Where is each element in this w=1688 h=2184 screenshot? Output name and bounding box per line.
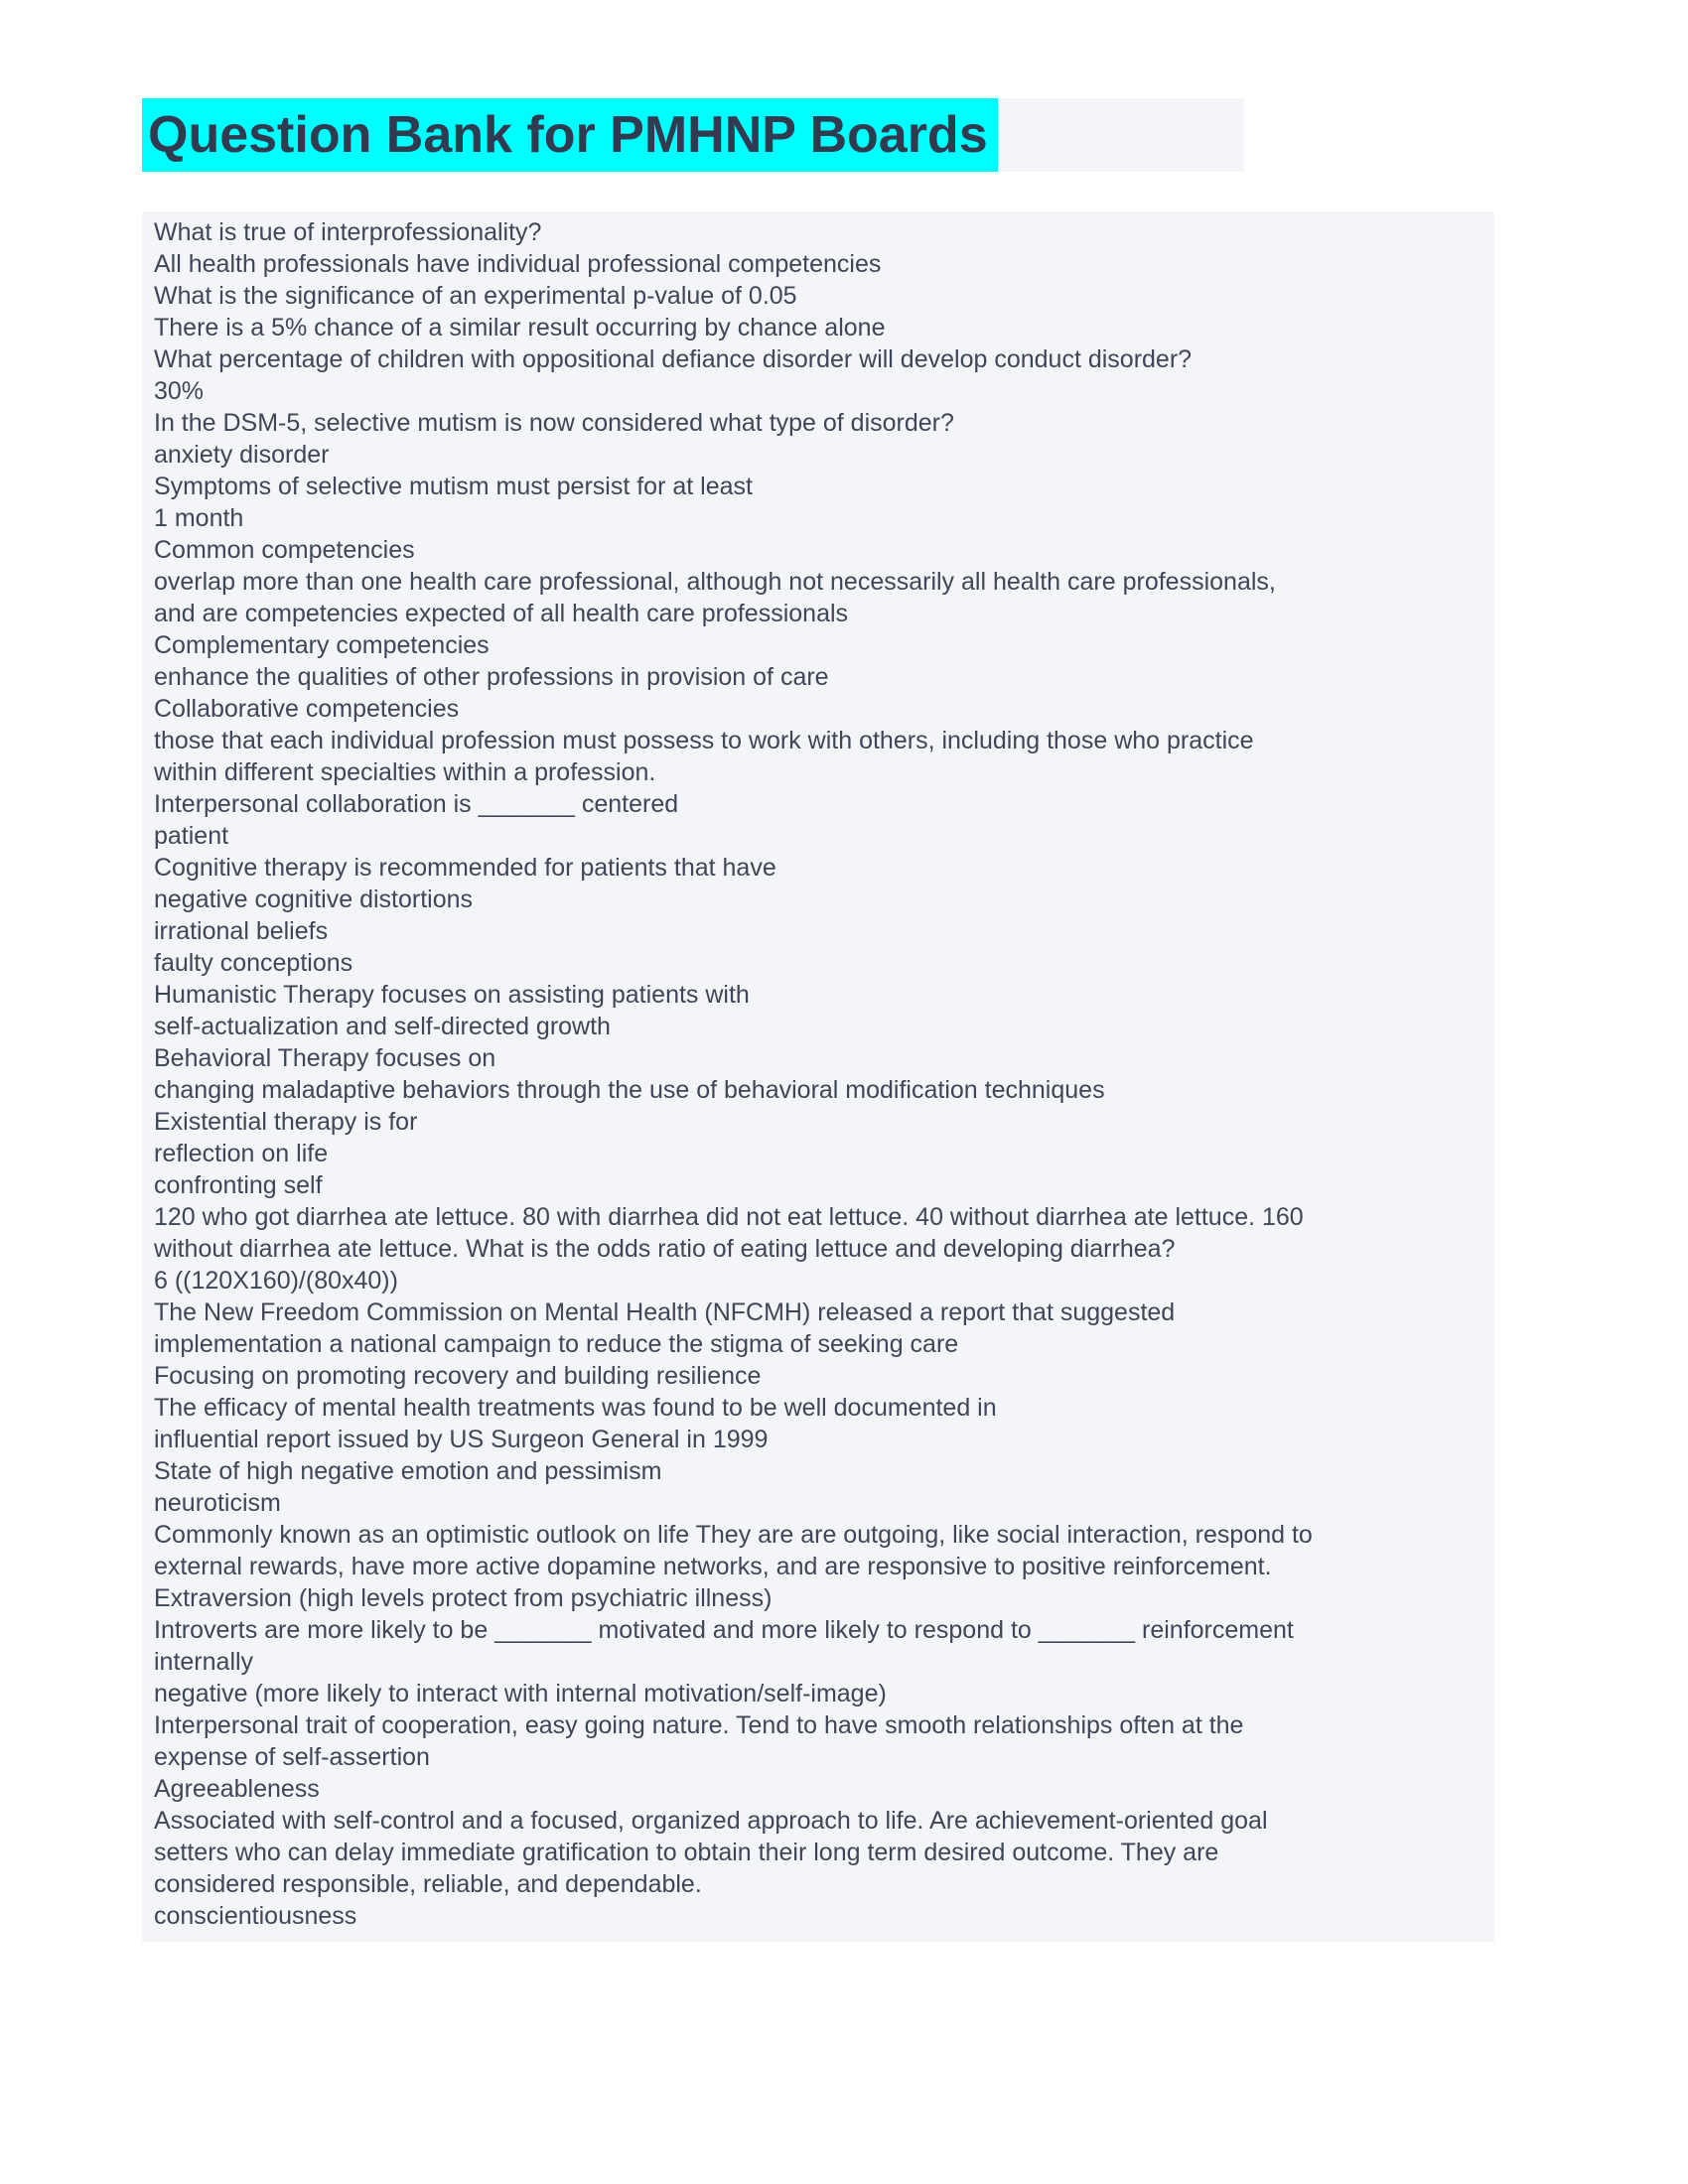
text-line: negative cognitive distortions [154, 886, 474, 913]
text-line: reflection on life [154, 1140, 329, 1167]
text-line: Existential therapy is for [154, 1108, 418, 1136]
text-line: State of high negative emotion and pessimism [154, 1457, 662, 1485]
text-line: expense of self-assertion [154, 1743, 430, 1771]
text-line: and are competencies expected of all health care professionals [154, 600, 849, 627]
text-line: considered responsible, reliable, and dependable. [154, 1870, 702, 1898]
text-line: faulty conceptions [154, 949, 353, 977]
text-line: overlap more than one health care professional, although not necessarily all health care professionals, [154, 568, 1276, 596]
text-line: confronting self [154, 1171, 323, 1199]
text-line: Collaborative competencies [154, 695, 460, 723]
text-line: conscientiousness [154, 1902, 357, 1930]
text-line: implementation a national campaign to reduce the stigma of seeking care [154, 1330, 959, 1358]
text-line: Interpersonal trait of cooperation, easy going nature. Tend to have smooth relationships often at the [154, 1711, 1244, 1739]
text-line: neuroticism [154, 1489, 281, 1517]
text-line: There is a 5% chance of a similar result occurring by chance alone [154, 314, 886, 341]
text-line: What percentage of children with oppositional defiance disorder will develop conduct disorder? [154, 345, 1193, 373]
text-line: Humanistic Therapy focuses on assisting patients with [154, 981, 750, 1009]
text-line: What is the significance of an experimental p-value of 0.05 [154, 282, 797, 310]
document-body [142, 211, 1494, 1942]
text-line: Cognitive therapy is recommended for patients that have [154, 854, 776, 882]
text-line: The New Freedom Commission on Mental Health (NFCMH) released a report that suggested [154, 1298, 1176, 1326]
text-line: In the DSM-5, selective mutism is now considered what type of disorder? [154, 409, 954, 437]
text-line: anxiety disorder [154, 441, 330, 469]
text-line: Common competencies [154, 536, 415, 564]
heading-bar [142, 98, 1244, 172]
text-line: within different specialties within a profession. [154, 758, 656, 786]
text-line: without diarrhea ate lettuce. What is the odds ratio of eating lettuce and developing diarrhea? [154, 1235, 1176, 1263]
page-title [142, 98, 1244, 172]
text-line: 6 ((120X160)/(80x40)) [154, 1267, 398, 1295]
text-line: 120 who got diarrhea ate lettuce. 80 with diarrhea did not eat lettuce. 40 without diarrhea ate lettuce. 160 [154, 1203, 1304, 1231]
text-line: those that each individual profession must possess to work with others, including those who practice [154, 727, 1254, 754]
text-line: Associated with self-control and a focused, organized approach to life. Are achievement-oriented goal [154, 1807, 1268, 1835]
title-highlight: Question Bank for PMHNP Boards [142, 98, 998, 172]
text-line: Focusing on promoting recovery and building resilience [154, 1362, 762, 1390]
text-line: Commonly known as an optimistic outlook on life They are are outgoing, like social interaction, respond to [154, 1521, 1313, 1549]
text-line: influential report issued by US Surgeon General in 1999 [154, 1426, 769, 1453]
text-line: irrational beliefs [154, 917, 329, 945]
text-line: What is true of interprofessionality? [154, 218, 542, 246]
text-line: Interpersonal collaboration is _______ centered [154, 790, 679, 818]
text-line: setters who can delay immediate gratification to obtain their long term desired outcome. They are [154, 1839, 1219, 1866]
text-line: enhance the qualities of other professions in provision of care [154, 663, 829, 691]
text-line: Introverts are more likely to be _______ motivated and more likely to respond to _______ reinforcement [154, 1616, 1294, 1644]
text-line: self-actualization and self-directed growth [154, 1013, 611, 1040]
text-line: All health professionals have individual professional competencies [154, 250, 882, 278]
text-line: Complementary competencies [154, 631, 490, 659]
text-line: The efficacy of mental health treatments was found to be well documented in [154, 1394, 997, 1422]
text-line: patient [154, 822, 229, 850]
text-line: 30% [154, 377, 205, 405]
text-line: Behavioral Therapy focuses on [154, 1044, 496, 1072]
text-line: negative (more likely to interact with internal motivation/self-image) [154, 1680, 887, 1707]
text-line: changing maladaptive behaviors through the use of behavioral modification techniques [154, 1076, 1105, 1104]
text-line: external rewards, have more active dopamine networks, and are responsive to positive reinforcement. [154, 1553, 1272, 1580]
text-line: 1 month [154, 504, 244, 532]
text-line: Symptoms of selective mutism must persist for at least [154, 473, 753, 500]
text-line: Extraversion (high levels protect from psychiatric illness) [154, 1584, 773, 1612]
text-line: internally [154, 1648, 254, 1676]
text-line: Agreeableness [154, 1775, 320, 1803]
